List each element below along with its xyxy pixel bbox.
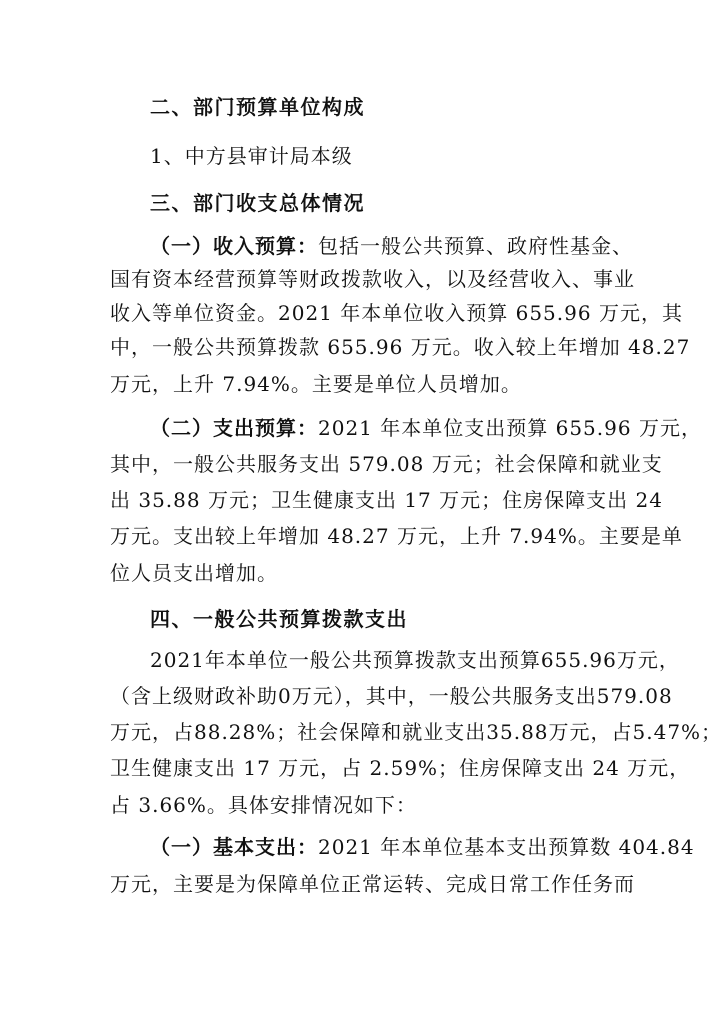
income-line-3: 收入等单位资金。2021 年本单位收入预算 655.96 万元，其 [110,301,683,325]
general-line-2: （含上级财政补助0万元），其中，一般公共服务支出579.08 [110,684,673,708]
heading-revenue-expenditure: 三、部门收支总体情况 [150,191,365,215]
basic-line-1 [150,834,695,860]
general-line-3: 万元，占88.28%；社会保障和就业支出35.88万元，占5.47%； [110,720,723,744]
expense-line-4: 万元。支出较上年增加 48.27 万元，上升 7.94%。主要是单 [110,524,683,548]
income-text-1: 包括一般公共预算、政府性基金、 [318,234,633,258]
basic-label: （一）基本支出： [150,835,318,859]
basic-text-1: 2021 年本单位基本支出预算数 404.84 [318,835,695,859]
heading-unit-composition: 二、部门预算单位构成 [150,95,365,119]
general-line-5: 占 3.66%。具体安排情况如下： [110,793,417,817]
income-line-2: 国有资本经营预算等财政拨款收入，以及经营收入、事业 [110,267,635,291]
expense-line-5: 位人员支出增加。 [110,561,278,585]
income-label: （一）收入预算： [150,234,318,258]
unit-item: 1、中方县审计局本级 [150,144,353,168]
income-line-1 [150,233,633,259]
income-line-5: 万元，上升 7.94%。主要是单位人员增加。 [110,372,522,396]
heading-general-budget: 四、一般公共预算拨款支出 [150,607,408,631]
income-line-4: 中，一般公共预算拨款 655.96 万元。收入较上年增加 48.27 [110,335,691,359]
general-line-1: 2021年本单位一般公共预算拨款支出预算655.96万元， [150,648,680,672]
expense-label: （二）支出预算： [150,416,318,440]
expense-line-2: 其中，一般公共服务支出 579.08 万元；社会保障和就业支 [110,452,663,476]
basic-line-2: 万元，主要是为保障单位正常运转、完成日常工作任务而 [110,872,635,896]
expense-line-1 [150,415,702,441]
expense-line-3: 出 35.88 万元；卫生健康支出 17 万元；住房保障支出 24 [110,488,663,512]
general-line-4: 卫生健康支出 17 万元，占 2.59%；住房保障支出 24 万元， [110,756,691,780]
expense-text-1: 2021 年本单位支出预算 655.96 万元， [318,416,702,440]
